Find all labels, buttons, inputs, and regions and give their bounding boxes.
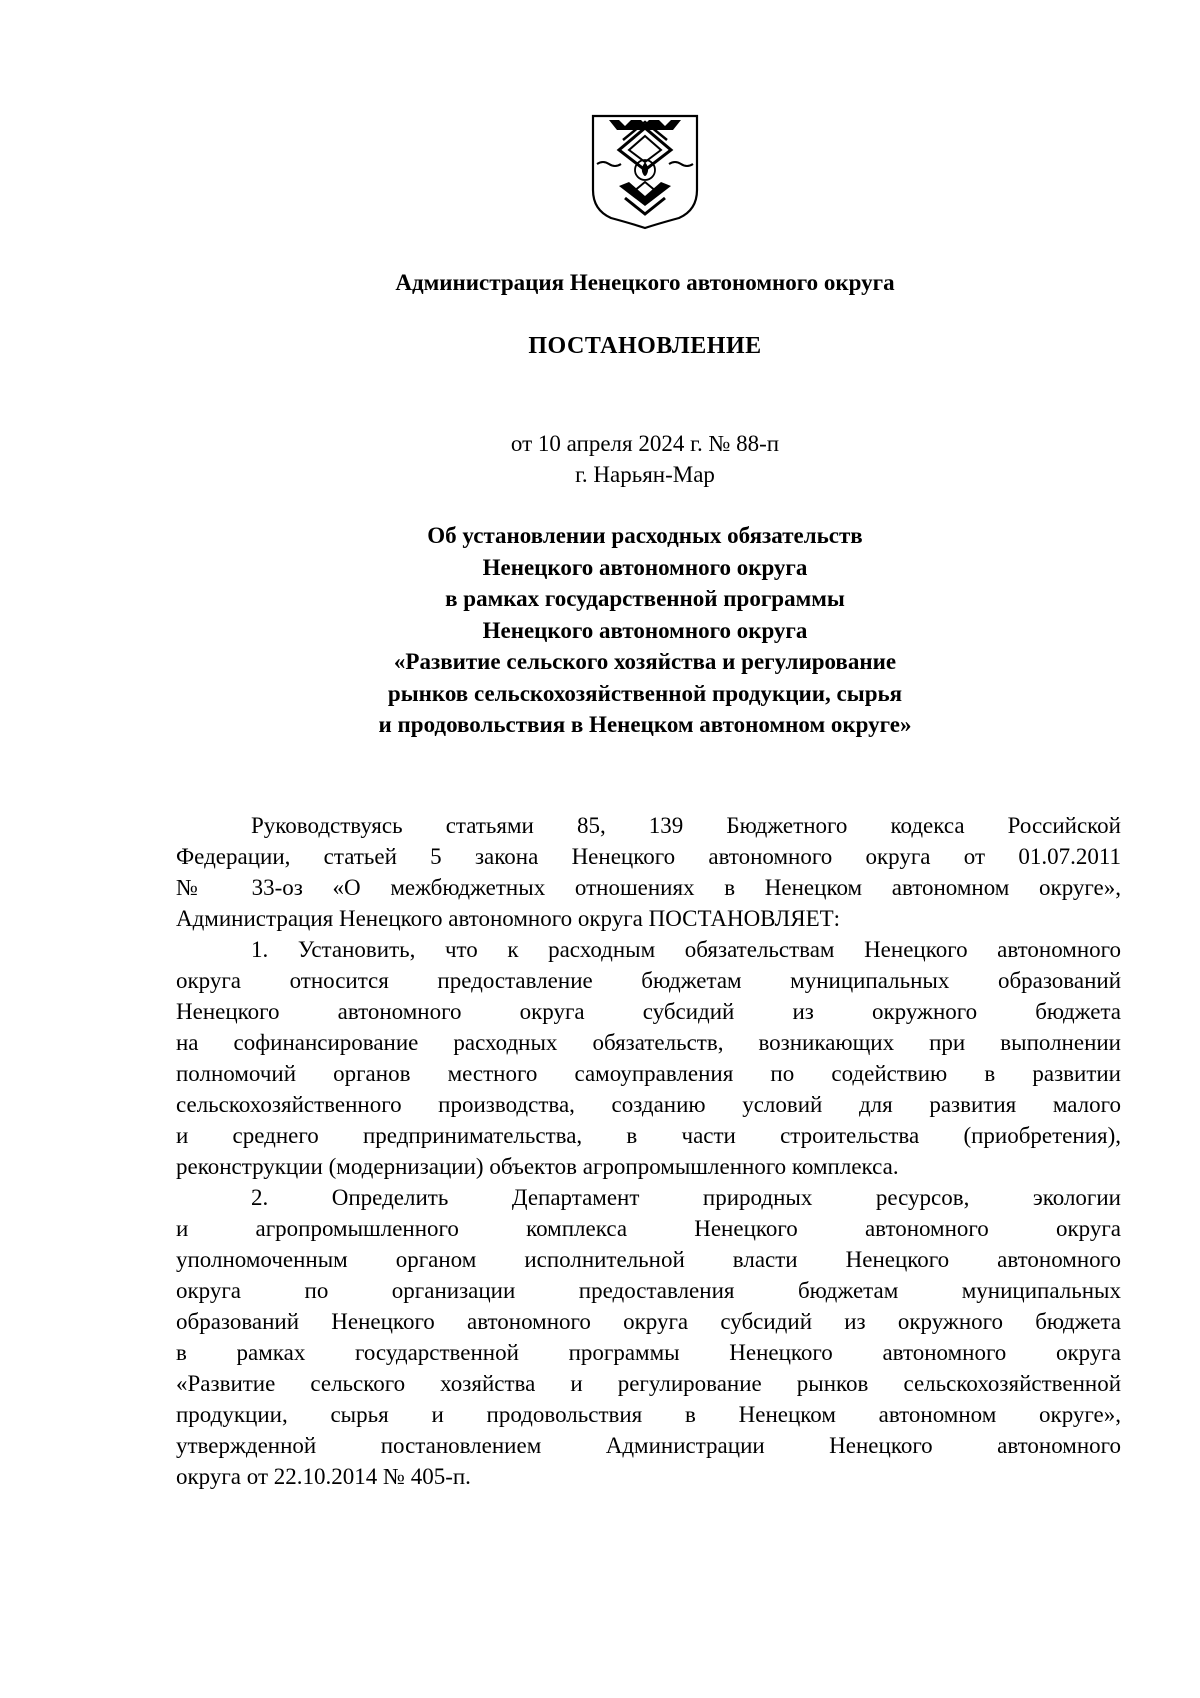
coat-of-arms-icon (589, 112, 701, 230)
body-line: образований Ненецкого автономного округа субсидий из окружного бюджета (176, 1309, 1121, 1334)
subject-line: Ненецкого автономного округа (482, 617, 808, 643)
body-line: полномочий органов местного самоуправления по содействию в развитии (176, 1061, 1121, 1086)
subject-line: в рамках государственной программы (445, 586, 845, 611)
body-line: и агропромышленного комплекса Ненецкого автономного округа (176, 1216, 1121, 1241)
body-line: Федерации, статьей 5 закона Ненецкого автономного округа от 01.07.2011 (176, 844, 1121, 869)
subject-line: Ненецкого автономного округа (482, 554, 808, 580)
document-type-heading: ПОСТАНОВЛЕНИЕ (528, 333, 762, 359)
body-line: округа от 22.10.2014 № 405-п. (176, 1464, 471, 1489)
item-2-paragraph (176, 1182, 1121, 1492)
subject-line: рынков сельскохозяйственной продукции, сырья (387, 680, 903, 706)
body-line: округа по организации предоставления бюджетам муниципальных (176, 1278, 1121, 1303)
item-1-paragraph (176, 934, 1121, 1182)
body-line: в рамках государственной программы Ненецкого автономного округа (176, 1340, 1121, 1365)
subject-line: Об установлении расходных обязательств (427, 523, 863, 548)
body-line: Руководствуясь статьями 85, 139 Бюджетного кодекса Российской (251, 813, 1121, 838)
body-line: Ненецкого автономного округа субсидий из окружного бюджета (176, 999, 1121, 1024)
body-line: Администрация Ненецкого автономного округа ПОСТАНОВЛЯЕТ: (176, 906, 841, 931)
body-line: № 33-оз «О межбюджетных отношениях в Ненецком автономном округе», (176, 875, 1121, 900)
subject-line: и продовольствия в Ненецком автономном округе» (378, 712, 912, 737)
body-line: «Развитие сельского хозяйства и регулирование рынков сельскохозяйственной (176, 1371, 1121, 1396)
place-line: г. Нарьян-Мар (575, 462, 715, 487)
body-line: округа относится предоставление бюджетам муниципальных образований (176, 968, 1121, 993)
body-line: 2. Определить Департамент природных ресурсов, экологии (251, 1185, 1121, 1210)
body-line: утвержденной постановлением Администрации Ненецкого автономного (176, 1433, 1121, 1458)
date-number-line: от 10 апреля 2024 г. № 88-п (510, 431, 780, 456)
body-line: 1. Установить, что к расходным обязательствам Ненецкого автономного (251, 937, 1121, 962)
body-line: и среднего предпринимательства, в части строительства (приобретения), (176, 1123, 1121, 1148)
body-line: реконструкции (модернизации) объектов агропромышленного комплекса. (176, 1154, 899, 1179)
issuer-heading: Администрация Ненецкого автономного округа (395, 270, 895, 295)
body-line: продукции, сырья и продовольствия в Ненецком автономном округе», (176, 1402, 1121, 1427)
body-line: сельскохозяйственного производства, созданию условий для развития малого (176, 1092, 1121, 1117)
preamble-paragraph (176, 810, 1121, 934)
body-line: на софинансирование расходных обязательств, возникающих при выполнении (176, 1030, 1121, 1055)
subject-line: «Развитие сельского хозяйства и регулирование (393, 649, 897, 674)
body-line: уполномоченным органом исполнительной власти Ненецкого автономного (176, 1247, 1121, 1272)
document-body (176, 810, 1121, 1492)
document-subject (0, 520, 1200, 741)
